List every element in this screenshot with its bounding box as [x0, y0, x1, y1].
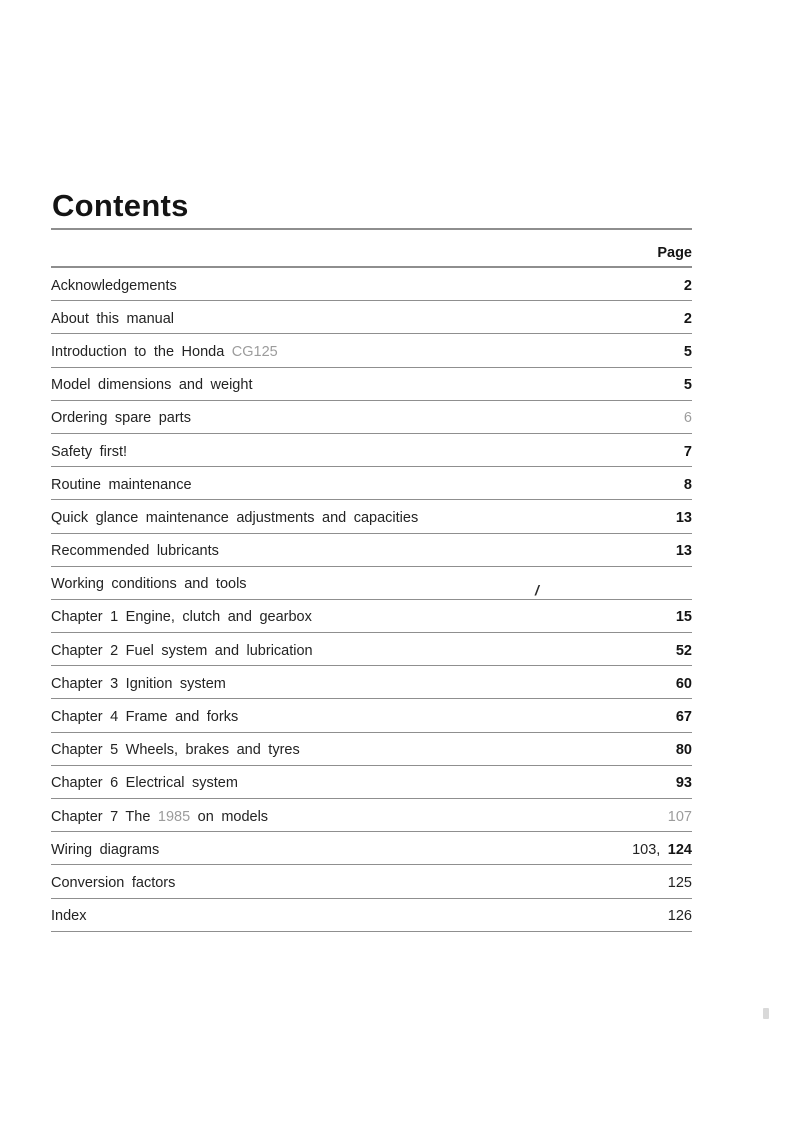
toc-row — [51, 301, 692, 334]
text-segment: 125 — [667, 874, 692, 891]
toc-list — [51, 268, 692, 932]
toc-row-page-number — [668, 875, 692, 891]
toc-row-label — [51, 875, 668, 891]
text-segment: 1985 — [157, 808, 191, 825]
text-segment: 80 — [675, 742, 692, 759]
text-segment: 93 — [675, 775, 692, 792]
toc-row-label — [51, 842, 632, 858]
text-segment: Chapter 6 Electrical system — [51, 775, 238, 792]
toc-row-label — [51, 609, 676, 625]
toc-row-page-number — [684, 444, 692, 460]
text-segment: Quick glance maintenance adjustments and capacities — [51, 509, 419, 526]
text-segment: on models — [190, 808, 269, 825]
text-segment: 126 — [667, 908, 692, 925]
text-segment: Routine maintenance — [51, 476, 192, 493]
text-segment: 5 — [683, 343, 692, 360]
toc-row-page-number — [684, 278, 692, 294]
text-segment: Acknowledgements — [51, 277, 177, 294]
toc-row-page-number — [676, 742, 692, 758]
toc-row-label — [51, 908, 668, 924]
toc-row — [51, 600, 692, 633]
scan-speck — [763, 1008, 769, 1019]
toc-row — [51, 799, 692, 832]
toc-row-page-number — [684, 344, 692, 360]
text-segment: Introduction to the Honda — [51, 343, 232, 360]
toc-row-label — [51, 676, 676, 692]
text-segment: Ordering spare parts — [51, 410, 191, 427]
text-segment: 60 — [675, 675, 692, 692]
text-segment: 107 — [667, 808, 692, 825]
text-segment: 15 — [675, 609, 692, 626]
toc-row — [51, 567, 692, 600]
toc-row — [51, 832, 692, 865]
toc-row — [51, 401, 692, 434]
toc-row-page-number — [684, 377, 692, 393]
toc-row — [51, 865, 692, 898]
toc-row-page-number — [632, 842, 692, 858]
toc-row-page-number — [676, 609, 692, 625]
text-segment: Chapter 2 Fuel system and lubrication — [51, 642, 313, 659]
text-segment: 2 — [683, 310, 692, 327]
text-segment: Safety first! — [51, 443, 128, 460]
toc-row-page-number — [668, 908, 692, 924]
text-segment: Wiring diagrams — [51, 841, 160, 858]
toc-row-label — [51, 311, 684, 327]
page-title: Contents — [52, 188, 189, 223]
text-segment: 13 — [675, 543, 692, 560]
toc-row-label — [51, 510, 676, 526]
toc-row-page-number — [676, 676, 692, 692]
text-segment: Chapter 1 Engine, clutch and gearbox — [51, 609, 312, 626]
toc-row-page-number — [676, 543, 692, 559]
text-segment: Chapter 4 Frame and forks — [51, 709, 239, 726]
text-segment: 52 — [675, 642, 692, 659]
text-segment: 8 — [683, 476, 692, 493]
toc-row — [51, 268, 692, 301]
toc-row — [51, 666, 692, 699]
page-column-header: Page — [657, 245, 692, 261]
toc-row-label — [51, 444, 684, 460]
text-segment: 2 — [683, 277, 692, 294]
toc-row-label — [51, 278, 684, 294]
text-segment: About this manual — [51, 310, 175, 327]
toc-row-label — [51, 377, 684, 393]
toc-row-label — [51, 410, 684, 426]
text-segment: 67 — [675, 709, 692, 726]
text-segment: Chapter 5 Wheels, brakes and tyres — [51, 742, 300, 759]
text-segment: Working conditions and tools — [51, 576, 247, 593]
toc-row — [51, 434, 692, 467]
text-segment: CG125 — [231, 343, 278, 360]
toc-row-label — [51, 742, 676, 758]
text-segment: 13 — [675, 509, 692, 526]
toc-row-page-number — [684, 410, 692, 426]
text-segment: 6 — [683, 410, 692, 427]
toc-row-page-number — [668, 809, 692, 825]
toc-row-label — [51, 709, 676, 725]
toc-row-page-number — [676, 510, 692, 526]
text-segment: Conversion factors — [51, 874, 176, 891]
toc-row-label — [51, 477, 684, 493]
toc-row-page-number — [684, 311, 692, 327]
text-segment: Chapter 7 The — [51, 808, 158, 825]
toc-row-page-number — [676, 709, 692, 725]
text-segment: Chapter 3 Ignition system — [51, 675, 226, 692]
toc-row-page-number — [676, 643, 692, 659]
toc-row — [51, 766, 692, 799]
toc-row — [51, 534, 692, 567]
toc-row — [51, 699, 692, 732]
text-segment: 7 — [683, 443, 692, 460]
text-segment: Model dimensions and weight — [51, 377, 253, 394]
text-segment: 5 — [683, 377, 692, 394]
toc-row-label — [51, 809, 668, 825]
toc-row — [51, 899, 692, 932]
toc-row-label — [51, 576, 692, 592]
toc-row — [51, 633, 692, 666]
text-segment: 103, — [632, 841, 661, 858]
text-segment: 124 — [660, 841, 692, 858]
toc-row-label — [51, 775, 676, 791]
toc-row-label — [51, 643, 676, 659]
toc-row-label — [51, 543, 676, 559]
toc-row-label — [51, 344, 684, 360]
toc-row-page-number — [684, 477, 692, 493]
toc-row — [51, 500, 692, 533]
text-segment: Index — [51, 908, 87, 925]
text-segment: Recommended lubricants — [51, 543, 219, 560]
toc-row — [51, 334, 692, 367]
toc-row — [51, 467, 692, 500]
toc-row — [51, 368, 692, 401]
toc-row — [51, 733, 692, 766]
page-column-header-row — [51, 230, 692, 268]
toc-row-page-number — [676, 775, 692, 791]
stray-scan-mark: / — [535, 581, 539, 598]
contents-block — [51, 0, 692, 932]
